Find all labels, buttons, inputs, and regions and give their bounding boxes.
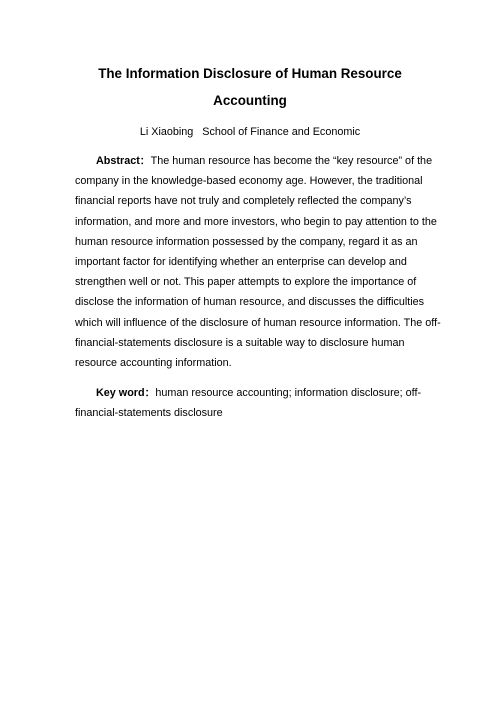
abstract-line: disclose the information of human resource, and discusses the difficulties xyxy=(75,296,425,309)
abstract-line-text: The human resource has become the “key resource” of the xyxy=(150,155,433,167)
abstract-line: resource accounting information. xyxy=(75,356,232,369)
keywords-label: Key word： xyxy=(96,387,156,399)
byline xyxy=(75,125,425,139)
keywords-paragraph xyxy=(75,386,427,426)
paper-title-line-1: The Information Disclosure of Human Resource xyxy=(98,66,402,81)
keywords-line: financial-statements disclosure xyxy=(75,407,223,420)
abstract-line: information, and more and more investors, who begin to pay attention to the xyxy=(75,215,437,228)
abstract-line xyxy=(75,154,433,174)
abstract-paragraph xyxy=(75,154,441,376)
abstract-label: Abstract： xyxy=(96,155,151,167)
abstract-line: company in the knowledge-based economy age. However, the traditional xyxy=(75,175,423,188)
abstract-line: which will influence of the disclosure of human resource information. The off- xyxy=(75,316,441,329)
author-affiliation: School of Finance and Economic xyxy=(202,126,361,138)
keywords-line xyxy=(75,386,427,406)
abstract-line: human resource information possessed by the company, regard it as an xyxy=(75,235,418,248)
abstract-line: financial reports have not truly and completely reflected the company’s xyxy=(75,195,412,208)
author-name: Li Xiaobing xyxy=(139,126,194,138)
keywords-line-text: human resource accounting; information disclosure; off- xyxy=(155,387,422,399)
paper-title-line-2: Accounting xyxy=(213,93,287,108)
abstract-line: important factor for identifying whether an enterprise can develop and xyxy=(75,255,407,268)
abstract-line: financial-statements disclosure is a suitable way to disclosure human xyxy=(75,336,405,349)
abstract-line: strengthen well or not. This paper attempts to explore the importance of xyxy=(75,276,417,289)
